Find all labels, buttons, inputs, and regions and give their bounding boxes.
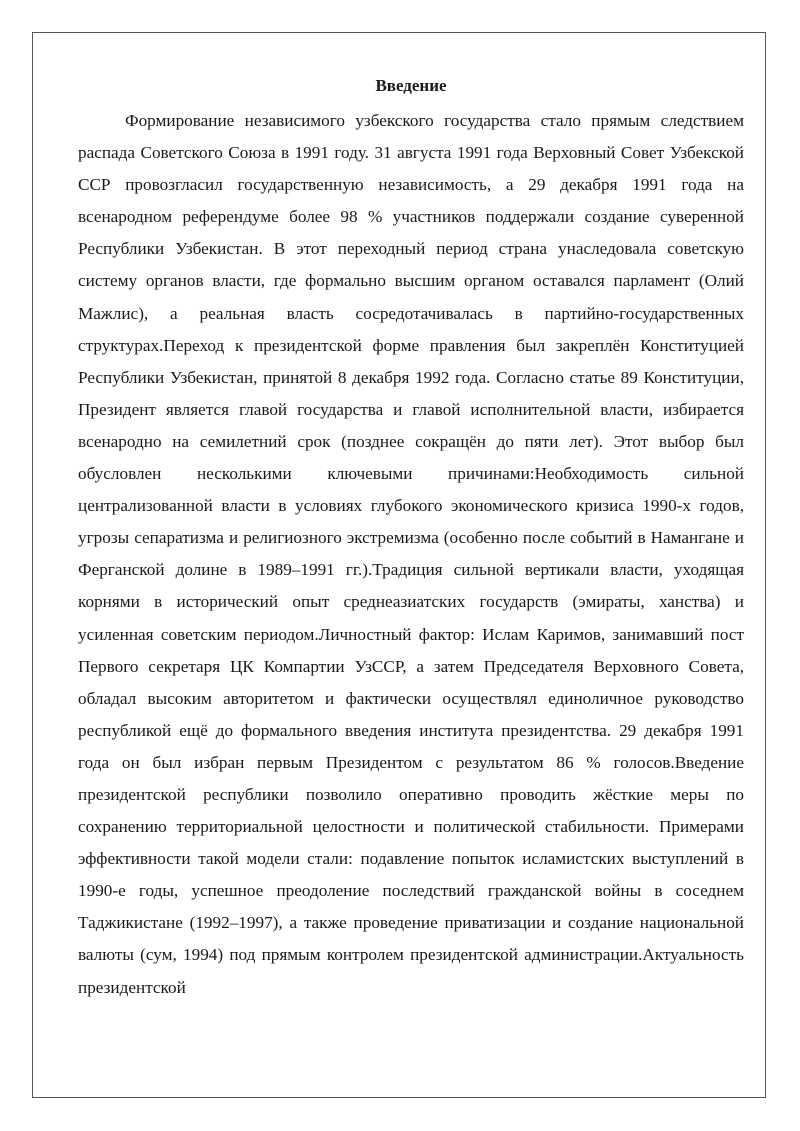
body-paragraph: Формирование независимого узбекского государства стало прямым следствием распада Советского Союза в 1991 году. 31 августа 1991 года Верховный Совет Узбекской ССР провозгласил государственную независимость, а 29 декабря 1991 года на всенародном референдуме более 98 % участников поддержали создание суверенной Республики Узбекистан. В этот переходный период страна унаследовала советскую систему органов власти, где формально высшим органом оставался парламент (Олий Мажлис), а реальная власть сосредотачивалась в партийно-государственных структурах.Переход к президентской форме правления был закреплён Конституцией Республики Узбекистан, принятой 8 декабря 1992 года. Согласно статье 89 Конституции, Президент является главой государства и главой исполнительной власти, избирается всенародно на семилетний срок (позднее сокращён до пяти лет). Этот выбор был обусловлен несколькими ключевыми причинами:Необходимость сильной централизованной власти в условиях глубокого экономического кризиса 1990-х годов, угрозы сепаратизма и религиозного экстремизма (особенно после событий в Намангане и Ферганской долине в 1989–1991 гг.).Традиция сильной вертикали власти, уходящая корнями в исторический опыт среднеазиатских государств (эмираты, ханства) и усиленная советским периодом.Личностный фактор: Ислам Каримов, занимавший пост Первого секретаря ЦК Компартии УзССР, а затем Председателя Верховного Совета, обладал высоким авторитетом и фактически осуществлял единоличное руководство республикой ещё до формального введения института президентства. 29 декабря 1991 года он был избран первым Президентом с результатом 86 % голосов.Введение президентской республики позволило оперативно проводить жёсткие меры по сохранению территориальной целостности и политической стабильности. Примерами эффективности такой модели стали: подавление попыток исламистских выступлений в 1990-е годы, успешное преодоление последствий гражданской войны в соседнем Таджикистане (1992–1997), а также проведение приватизации и создание национальной валюты (сум, 1994) под прямым контролем президентской администрации.Актуальность президентской [78,111,744,997]
document-page [32,32,766,1098]
document-content [78,73,744,1004]
document-title: Введение [375,76,447,95]
